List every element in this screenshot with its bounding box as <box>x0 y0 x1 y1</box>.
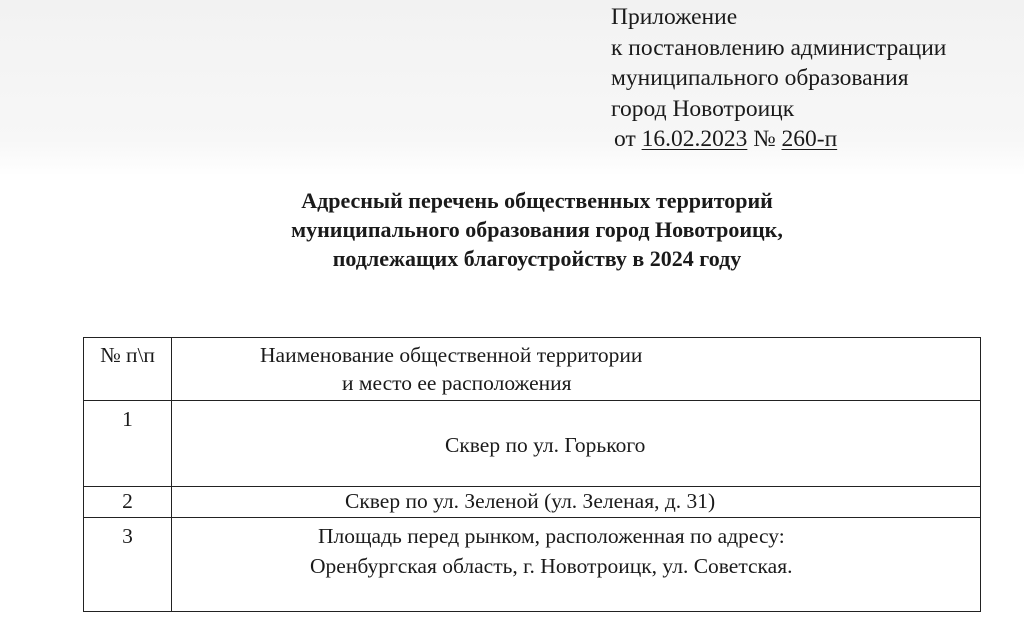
row-2-divider <box>84 517 980 518</box>
row-1-name: Сквер по ул. Горького <box>445 433 646 457</box>
row-3-number: 3 <box>122 524 133 548</box>
appendix-block <box>611 2 946 155</box>
header-name-line-1: Наименование общественной территории <box>260 343 643 367</box>
decree-date: 16.02.2023 <box>641 126 748 152</box>
territories-table <box>83 337 981 612</box>
appendix-heading: Приложение <box>611 4 738 30</box>
appendix-line-2: к постановлению администрации <box>611 34 947 61</box>
appendix-line-3: муниципального образования <box>611 65 909 91</box>
row-2-name: Сквер по ул. Зеленой (ул. Зеленая, д. 31) <box>345 489 716 513</box>
header-name-line-2: и место ее расположения <box>342 371 572 395</box>
column-divider <box>171 338 172 611</box>
decree-number: 260-п <box>781 126 838 152</box>
appendix-date-line <box>611 124 946 155</box>
title-line-2: муниципального образования город Новотроицк, <box>291 217 783 242</box>
date-prefix: от <box>614 126 642 152</box>
row-3-name-line-2: Оренбургская область, г. Новотроицк, ул. Советская. <box>310 554 793 578</box>
header-number-column: № п\п <box>100 343 155 367</box>
row-2-number: 2 <box>122 489 133 513</box>
title-line-3: подлежащих благоустройству в 2024 году <box>332 246 742 271</box>
number-prefix: № <box>747 126 782 152</box>
header-row-divider <box>84 400 980 401</box>
document-title <box>0 186 1024 273</box>
appendix-line-4: город Новотроицк <box>611 95 795 122</box>
title-line-1: Адресный перечень общественных территорий <box>301 188 773 213</box>
row-1-number: 1 <box>122 407 133 431</box>
row-3-name-line-1: Площадь перед рынком, расположенная по адресу: <box>318 524 785 548</box>
